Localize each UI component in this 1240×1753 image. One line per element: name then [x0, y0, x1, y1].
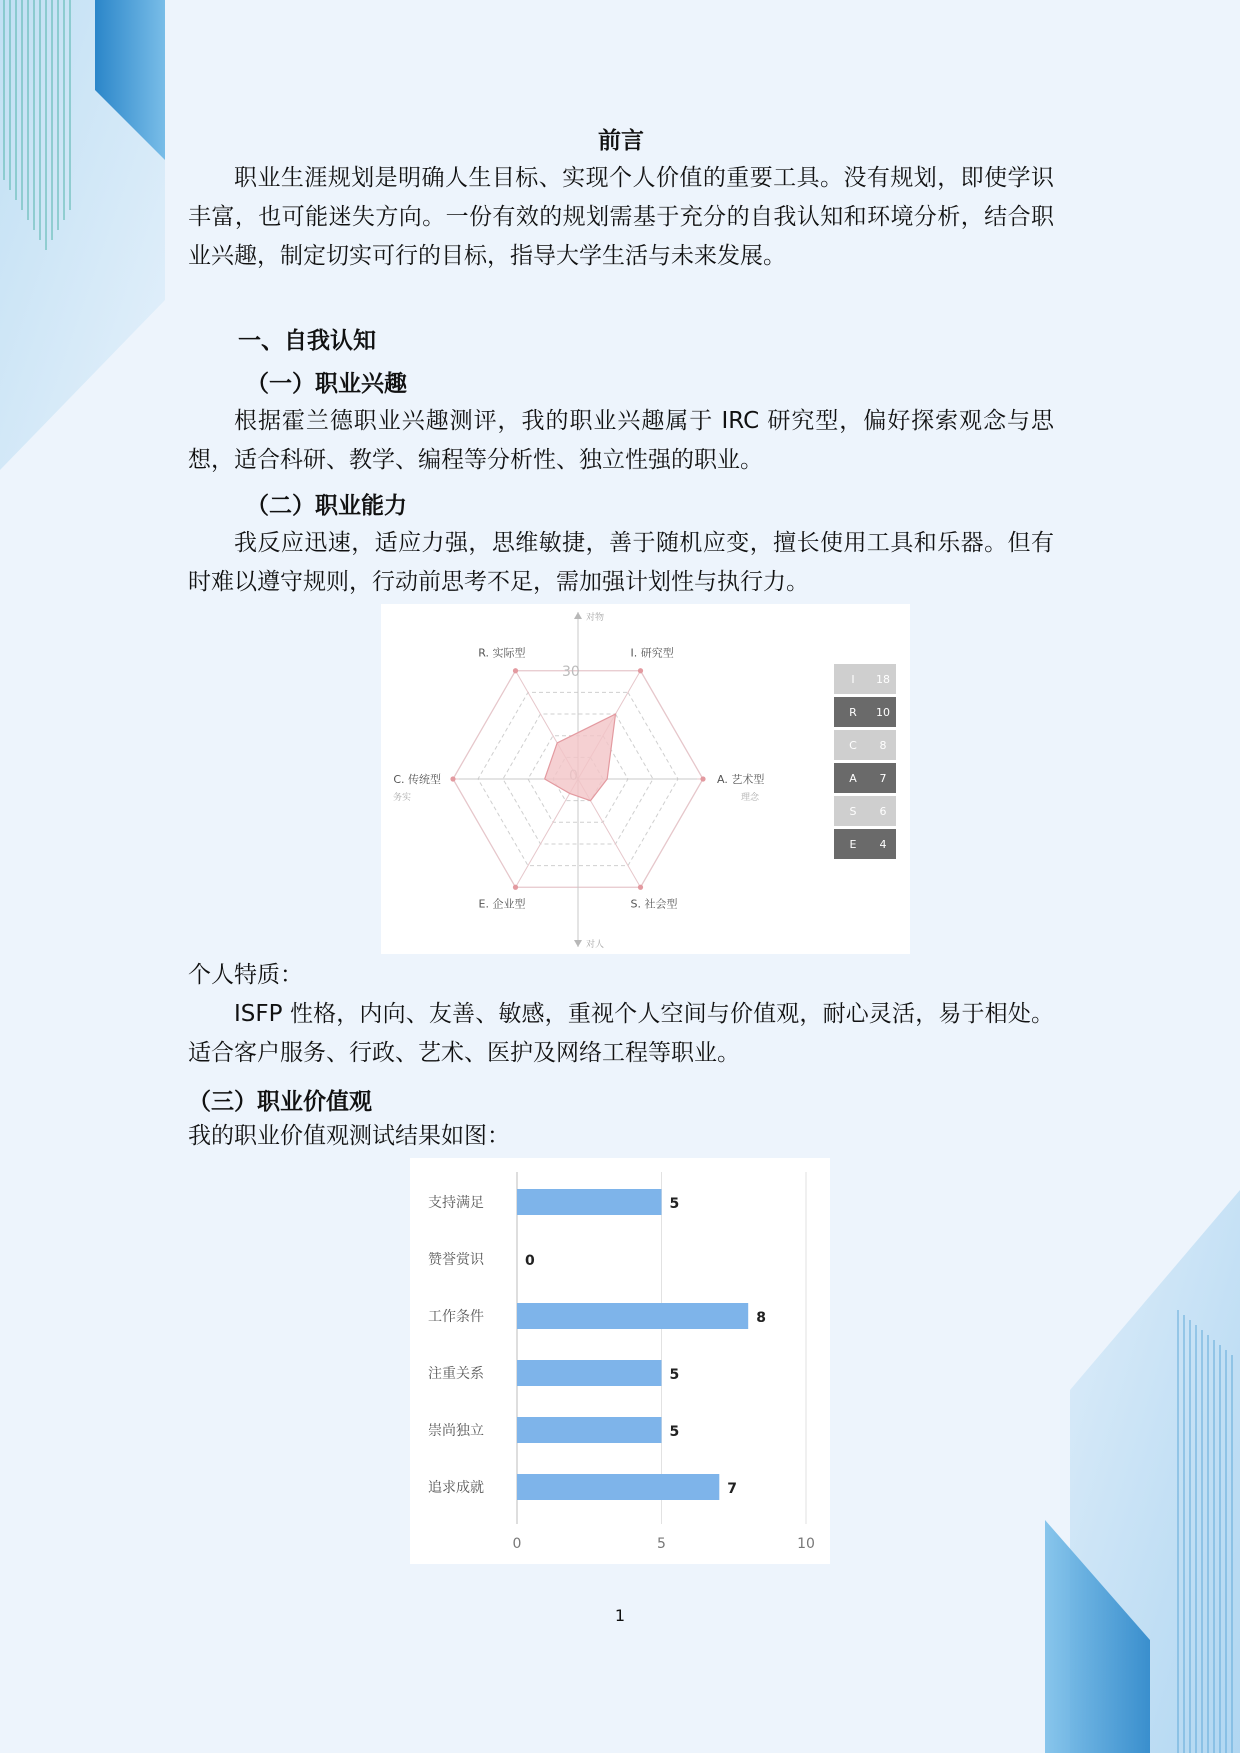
bar-x-tick-label: 0: [512, 1536, 522, 1552]
radar-axis-label: S. 社会型: [630, 897, 678, 911]
radar-legend-code: R: [849, 706, 857, 719]
radar-legend-code: E: [849, 838, 857, 851]
interest-paragraph: 根据霍兰德职业兴趣测评，我的职业兴趣属于 IRC 研究型，偏好探索观念与思想，适合科研、教学、编程等分析性、独立性强的职业。: [188, 408, 1054, 473]
radar-scale-max-label: 30: [562, 664, 580, 680]
bar-x-tick-label: 10: [797, 1536, 815, 1552]
radar-legend-swatch: [834, 763, 896, 793]
radar-legend-value: 6: [879, 805, 887, 818]
bar-category-label: 赞誉赏识: [428, 1252, 484, 1268]
bar-value-label: 7: [727, 1481, 738, 1497]
ability-paragraph: 我反应迅速，适应力强，思维敏捷，善于随机应变，擅长使用工具和乐器。但有时难以遵守规则，行动前思考不足，需加强计划性与执行力。: [188, 530, 1054, 595]
radar-legend-value: 7: [879, 772, 887, 785]
radar-axis-label-left: 务实: [393, 793, 412, 803]
radar-axis-label-bottom: 对人: [586, 940, 605, 950]
bar-x-tick-label: 5: [657, 1536, 666, 1552]
values-intro: 我的职业价值观测试结果如图：: [188, 1123, 510, 1149]
radar-legend-value: 18: [876, 673, 890, 686]
preface-paragraph: 职业生涯规划是明确人生目标、实现个人价值的重要工具。没有规划，即使学识丰富，也可能迷失方向。一份有效的规划需基于充分的自我认知和环境分析，结合职业兴趣，制定切实可行的目标，指导大学生活与未来发展。: [188, 165, 1054, 269]
bar: [517, 1360, 662, 1386]
radar-axis-label: C. 传统型: [393, 773, 441, 786]
radar-legend-code: S: [849, 805, 857, 818]
radar-axis-arrow-top: [574, 612, 582, 619]
radar-legend-value: 10: [876, 706, 890, 719]
radar-chart-figure: [381, 604, 910, 954]
decor-top-left: [0, 0, 180, 470]
radar-vertex-dot: [700, 776, 705, 781]
section-heading-self-awareness: 一、自我认知: [238, 328, 376, 354]
radar-vertex-dot: [450, 776, 455, 781]
bar-category-label: 工作条件: [428, 1309, 484, 1325]
radar-axis-label-right: 理念: [741, 793, 760, 803]
radar-legend-code: C: [849, 739, 857, 752]
bar: [517, 1417, 662, 1443]
bar-category-label: 追求成就: [428, 1480, 484, 1496]
subsection-heading-values: （三）职业价值观: [188, 1089, 372, 1115]
radar-legend-swatch: [834, 730, 896, 760]
bar-value-label: 8: [756, 1310, 766, 1326]
bar: [517, 1189, 662, 1215]
bar-category-label: 注重关系: [428, 1366, 484, 1382]
holland-radar-chart: [381, 604, 910, 954]
bar-category-label: 支持满足: [428, 1195, 484, 1211]
radar-axis-label: R. 实际型: [478, 646, 526, 660]
bar-value-label: 5: [669, 1424, 680, 1440]
bar-category-label: 崇尚独立: [428, 1423, 484, 1439]
radar-legend-code: I: [851, 673, 855, 686]
radar-legend-swatch: [834, 829, 896, 859]
radar-legend-value: 8: [879, 739, 887, 752]
bar: [517, 1303, 748, 1329]
traits-label: 个人特质：: [188, 962, 303, 988]
traits-paragraph: ISFP 性格，内向、友善、敏感，重视个人空间与价值观，耐心灵活，易于相处。适合客户服务、行政、艺术、医护及网络工程等职业。: [188, 1001, 1054, 1066]
radar-vertex-dot: [513, 885, 518, 890]
radar-spoke: [516, 779, 579, 887]
bar: [517, 1474, 719, 1500]
page-title: 前言: [598, 128, 644, 154]
radar-vertex-dot: [638, 885, 643, 890]
bar-value-label: 5: [669, 1196, 680, 1212]
radar-legend-value: 4: [879, 838, 887, 851]
bar-value-label: 5: [669, 1367, 680, 1383]
radar-axis-label: E. 企业型: [478, 897, 526, 911]
radar-axis-arrow-bottom: [574, 940, 582, 947]
radar-vertex-dot: [638, 668, 643, 673]
radar-data-area: [545, 714, 616, 801]
radar-legend-swatch: [834, 796, 896, 826]
radar-axis-label: A. 艺术型: [717, 773, 765, 786]
career-values-bar-chart: [410, 1158, 830, 1564]
page-number: 1: [614, 1606, 626, 1625]
radar-vertex-dot: [513, 668, 518, 673]
radar-legend-code: A: [849, 772, 857, 785]
radar-axis-label-top: 对物: [586, 613, 605, 623]
bar-chart-figure: [410, 1158, 830, 1564]
subsection-heading-ability: （二）职业能力: [246, 493, 407, 519]
bar-value-label: 0: [525, 1253, 535, 1269]
subsection-heading-interest: （一）职业兴趣: [246, 371, 407, 397]
radar-axis-label: I. 研究型: [630, 646, 674, 660]
decor-bottom-right: [1040, 1190, 1240, 1753]
